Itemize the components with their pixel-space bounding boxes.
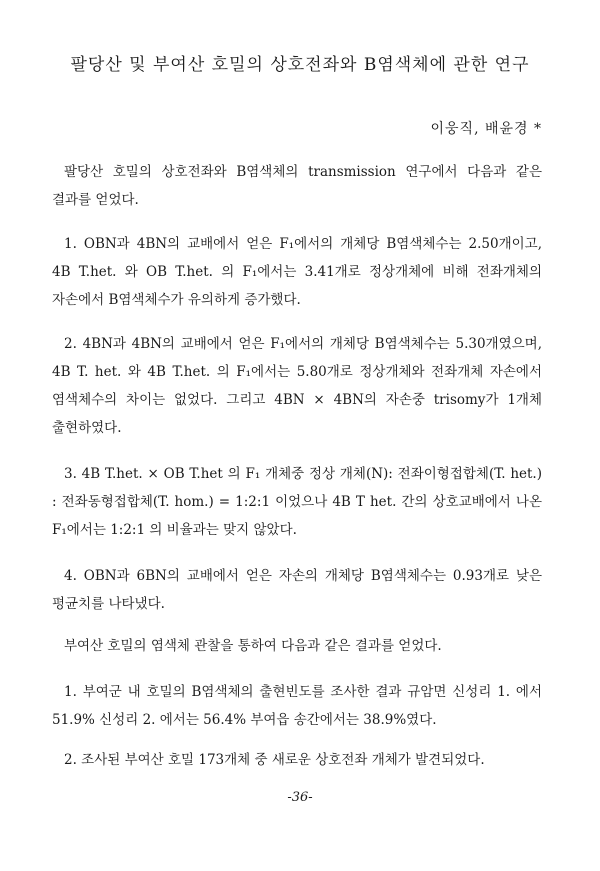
buyeo-intro-paragraph: 부여산 호밀의 염색체 관찰을 통하여 다음과 같은 결과를 얻었다. [64, 638, 442, 654]
paper-title: 팔당산 및 부여산 호밀의 상호전좌와 B염색체에 관한 연구 [70, 55, 530, 75]
result-paragraph-3: 3. 4B T.het. × OB T.het 의 F₁ 개체중 정상 개체(N): 전좌이형접합체(T. het.) : 전좌동형접합체(T. hom.) = 1:2:1 이었으나 4B T het. 간의 상호교배에서 나온 F₁에서는 1:2:1 의 비율과는 맞지 않았다. [52, 466, 542, 538]
result-paragraph-4: 4. OBN과 6BN의 교배에서 얻은 자손의 개체당 B염색체수는 0.93개로 낮은 평균치를 나타냈다. [52, 568, 542, 612]
intro-paragraph: 팔당산 호밀의 상호전좌와 B염색체의 transmission 연구에서 다음과 같은 결과를 얻었다. [52, 164, 542, 208]
buyeo-result-paragraph-1: 1. 부여군 내 호밀의 B염색체의 출현빈도를 조사한 결과 규암면 신성리 1. 에서 51.9% 신성리 2. 에서는 56.4% 부여읍 송간에서는 38.9%였다. [52, 684, 542, 728]
result-paragraph-2: 2. 4BN과 4BN의 교배에서 얻은 F₁에서의 개체당 B염색체수는 5.30개였으며, 4B T. het. 와 4B T.het. 의 F₁에서는 5.80개로 정상개체와 전좌개체 자손에서 염색체수의 차이는 없었다. 그리고 4BN × 4BN의 자손중 trisomy가 1개체 출현하였다. [52, 336, 542, 436]
page-number: -36- [287, 790, 313, 805]
authors: 이웅직, 배윤경 * [430, 121, 542, 137]
buyeo-result-paragraph-2: 2. 조사된 부여산 호밀 173개체 중 새로운 상호전좌 개체가 발견되었다. [64, 752, 485, 768]
result-paragraph-1: 1. OBN과 4BN의 교배에서 얻은 F₁에서의 개체당 B염색체수는 2.50개이고, 4B T.het. 와 OB T.het. 의 F₁에서는 3.41개로 정상개체에 비해 전좌개체의 자손에서 B염색체수가 유의하게 증가했다. [52, 236, 542, 308]
